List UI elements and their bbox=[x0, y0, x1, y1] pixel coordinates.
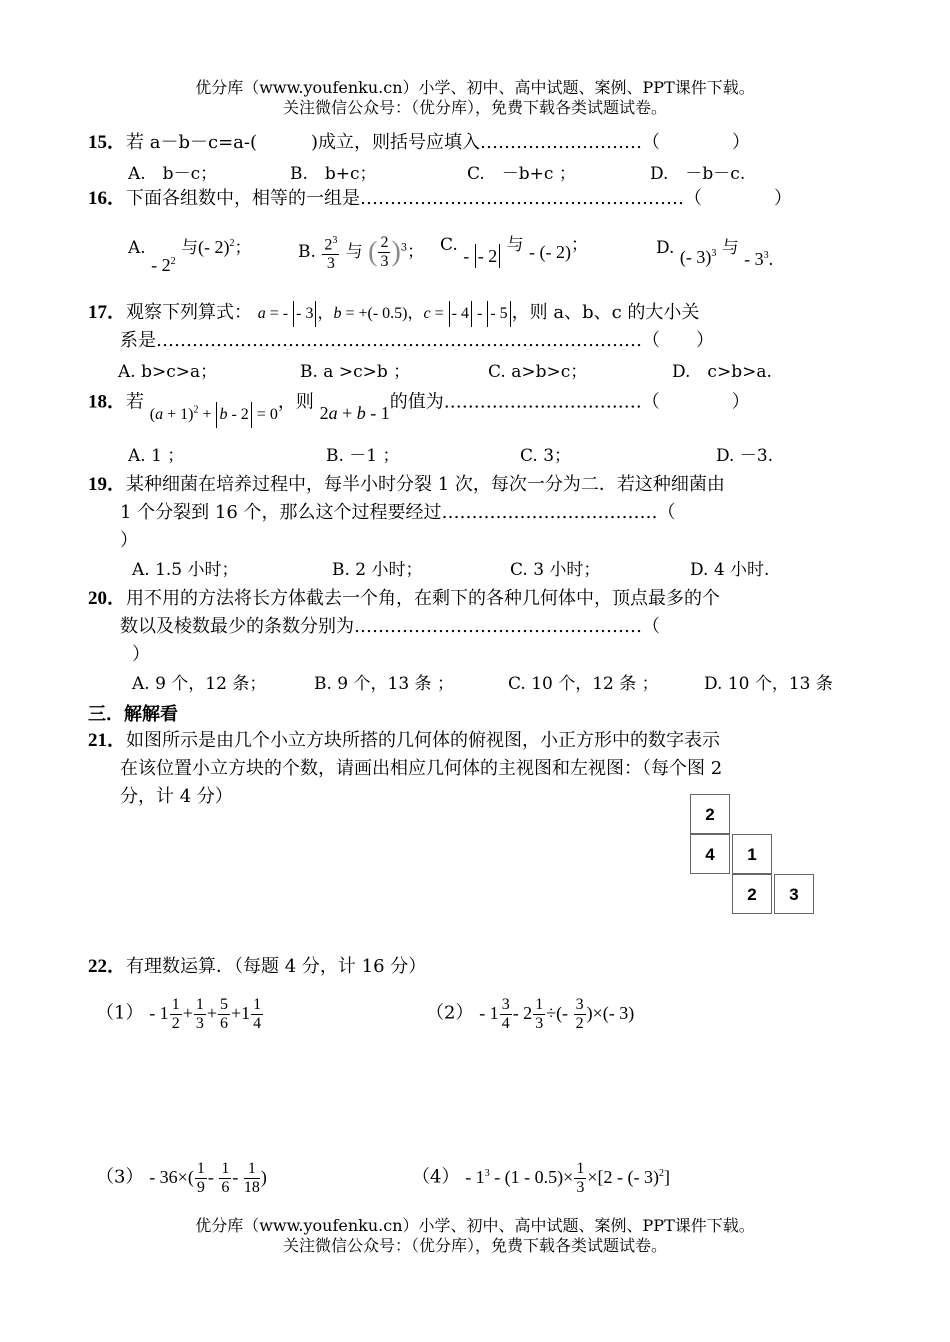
math-expression: - $2^2$ bbox=[151, 255, 176, 275]
math-expression: - 1 $\frac{1}{2}$ + $\frac{1}{3}$ + $\frac{5}{6}$ +1 $\frac{1}{4}$ bbox=[149, 996, 262, 1032]
question-15 bbox=[88, 130, 750, 156]
question-number: 19． bbox=[88, 474, 127, 495]
q15-option-d: D. －b－c. bbox=[650, 164, 746, 184]
q19-option-b: B. 2 小时； bbox=[332, 560, 423, 580]
math-expression: 2a + b - 1 bbox=[319, 403, 390, 424]
question-19: 19．某种细菌在培养过程中，每半小时分裂 1 次，每次一分为二．若这种细菌由 bbox=[88, 474, 725, 495]
q22-part-2: （2） - 1 $\frac{3}{4}$ - 2 $\frac{1}{3}$ ÷(- $\frac{3}{2}$ )×(- 3) bbox=[426, 996, 635, 1032]
q21-line-2: 在该位置小立方块的个数，请画出相应几何体的主视图和左视图：（每个图 2 bbox=[120, 758, 723, 779]
grid-cell: 4 bbox=[690, 834, 730, 874]
math-expression: - - 2 bbox=[463, 246, 501, 266]
math-expression: a = - - 3 ，b = +(- 0.5)，c = - 4 - - 5 bbox=[258, 305, 512, 322]
q16-option-c: C. - - 2 与 - (- 2)； bbox=[440, 235, 589, 266]
q17-option-c: C. a>b>c； bbox=[488, 362, 588, 382]
header-line-1: 优分库（www.youfenku.cn）小学、初中、高中试题、案例、PPT课件下载。 bbox=[195, 78, 755, 97]
q20-option-b: B. 9 个，13 条 ； bbox=[314, 674, 454, 694]
q15-option-b: B. b+c； bbox=[290, 164, 377, 184]
math-expression: - $3^3$. bbox=[744, 249, 774, 269]
grid-cell: 2 bbox=[690, 794, 730, 834]
q20-line-2: 数以及棱数最少的条数分别为…………………………………………（ bbox=[120, 616, 660, 637]
q19-option-a: A. 1.5 小时； bbox=[132, 560, 239, 580]
q22-part-3: （3） - 36×( $\frac{1}{9}$ - $\frac{1}{6}$ - $\frac{1}{18}$ ) bbox=[96, 1160, 267, 1196]
question-number: 15． bbox=[88, 132, 127, 153]
q18-option-b: B. －1 ； bbox=[326, 446, 400, 466]
math-expression: - 36×( $\frac{1}{9}$ - $\frac{1}{6}$ - $\frac{1}{18}$ ) bbox=[149, 1160, 267, 1196]
question-18: 18．若 $(a + 1)^2 + b - 2 = 0$，则 2a + b - 1的值为……………………………（ ） bbox=[88, 386, 750, 416]
q19-option-c: C. 3 小时； bbox=[510, 560, 601, 580]
q16-option-b: B. $\frac{2^3}{3}$ 与 ( $\frac{2}{3}$ )$^3$； bbox=[298, 232, 424, 273]
question-22: 22．有理数运算．（每题 4 分，计 16 分） bbox=[88, 956, 427, 977]
header-line-2: 关注微信公众号：（优分库），免费下载各类试题试卷。 bbox=[282, 98, 667, 117]
question-number: 18． bbox=[88, 391, 127, 413]
question-17: 17．观察下列算式： a = - - 3 ，b = +(- 0.5)，c = - 4 - - 5 ，则 a、b、c 的大小关 bbox=[88, 300, 699, 327]
math-fraction: $\frac{2}{3}$ bbox=[380, 234, 389, 271]
question-number: 16． bbox=[88, 188, 127, 209]
grid-cell: 1 bbox=[732, 834, 772, 874]
q16-option-a: A. - $2^2$ 与(- 2)$^2$； bbox=[128, 237, 252, 275]
q15-option-a: A. b－c； bbox=[128, 164, 218, 184]
section-heading: 三．解解看 bbox=[88, 704, 178, 725]
question-number: 20． bbox=[88, 588, 127, 609]
q18-option-d: D. －3. bbox=[716, 446, 774, 466]
q22-part-1: （1） - 1 $\frac{1}{2}$ + $\frac{1}{3}$ + $\frac{5}{6}$ +1 $\frac{1}{4}$ bbox=[96, 996, 264, 1033]
q19-option-d: D. 4 小时. bbox=[690, 560, 770, 580]
q19-line-3: ） bbox=[120, 530, 138, 551]
q17-option-d: D. c>b>a. bbox=[672, 362, 772, 382]
q19-line-2: 1 个分裂到 16 个，那么这个过程要经过………………………………（ bbox=[120, 502, 676, 523]
q20-option-c: C. 10 个，12 条 ； bbox=[508, 674, 659, 694]
q17-line-2: 系是………………………………………………………………………（ ） bbox=[120, 330, 714, 351]
q15-option-c: C. －b+c ； bbox=[467, 164, 576, 184]
footer-line-2: 关注微信公众号：（优分库），免费下载各类试题试卷。 bbox=[282, 1236, 667, 1255]
math-expression: - (- 2) bbox=[529, 242, 572, 262]
q18-option-a: A. 1 ； bbox=[128, 446, 185, 466]
question-number: 21． bbox=[88, 730, 127, 751]
q20-option-a: A. 9 个，12 条； bbox=[132, 674, 267, 694]
footer-line-1: 优分库（www.youfenku.cn）小学、初中、高中试题、案例、PPT课件下载。 bbox=[195, 1216, 755, 1235]
question-16 bbox=[88, 186, 792, 212]
math-expression: - 1 $\frac{3}{4}$ - 2 $\frac{1}{3}$ ÷(- $\frac{3}{2}$ )×(- 3) bbox=[479, 996, 635, 1032]
question-number: 22． bbox=[88, 956, 127, 977]
q17-option-b: B. a >c>b ； bbox=[300, 362, 411, 382]
grid-cell: 3 bbox=[774, 874, 814, 914]
q16-option-d: D. (- 3)$^3$ 与 - $3^3$. bbox=[656, 238, 774, 269]
question-21: 21．如图所示是由几个小立方块所搭的几何体的俯视图，小正方形中的数字表示 bbox=[88, 730, 721, 751]
math-expression: - $1^3 - (1 - 0.5)\times$ $\frac{1}{3}$ ×[2 - (- 3)$^2$] bbox=[465, 1160, 670, 1196]
q18-option-c: C. 3； bbox=[520, 446, 572, 466]
question-20: 20．用不用的方法将长方体截去一个角，在剩下的各种几何体中，顶点最多的个 bbox=[88, 588, 721, 609]
q17-option-a: A. b>c>a； bbox=[118, 362, 218, 382]
q22-part-4: $(4) - 1^3 - (1 - 0.5)\times$ $\frac{1}{3}$ ×[2 - (- 3)$^2$] bbox=[412, 1160, 670, 1196]
grid-cell: 2 bbox=[732, 874, 772, 914]
question-number: 17． bbox=[88, 302, 127, 323]
q20-line-3: ） bbox=[132, 644, 150, 665]
question-text: 下面各组数中，相等的一组是………………………………………………（ ） bbox=[126, 188, 793, 209]
math-expression: (- 3)$^3$ bbox=[679, 247, 717, 267]
math-expression: (- 2)$^2$ bbox=[198, 237, 235, 257]
math-fraction: $\frac{2^3}{3}$ bbox=[322, 232, 339, 273]
math-expression: $(a + 1)^2 + b - 2 = 0$ bbox=[150, 406, 278, 423]
question-text: 若 a－b－c=a-( )成立，则括号应填入………………………（ ） bbox=[126, 132, 751, 153]
q21-line-3: 分，计 4 分） bbox=[120, 786, 233, 807]
q20-option-d: D. 10 个，13 条 bbox=[704, 674, 833, 694]
